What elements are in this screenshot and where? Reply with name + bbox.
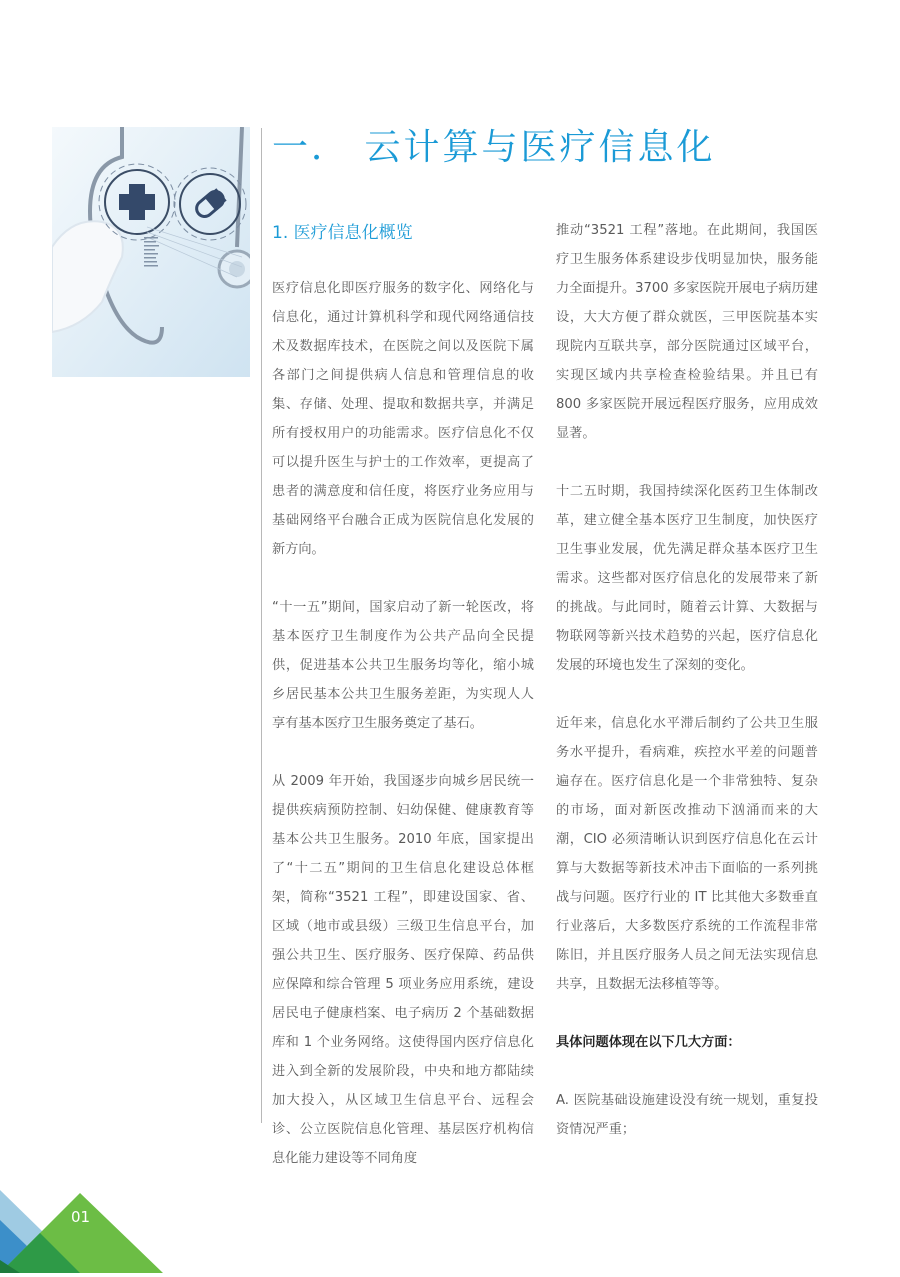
page-number: 01: [71, 1208, 91, 1226]
section-heading: 1. 医疗信息化概览: [272, 223, 413, 243]
paragraph-12th-five-year: 十二五时期，我国持续深化医药卫生体制改革，建立健全基本医疗卫生制度，加快医疗卫生事业发展，优先满足群众基本医疗卫生需求。这些都对医疗信息化的发展带来了新的挑战。与此同时，随着云计算、大数据与物联网等新兴技术趋势的兴起，医疗信息化发展的环境也发生了深刻的变化。: [556, 484, 818, 673]
paragraph-3521-project: 推动“3521 工程”落地。在此期间，我国医疗卫生服务体系建设步伐明显加快，服务能力全面提升。3700 多家医院开展电子病历建设，大大方便了群众就医，三甲医院基本实现院内互联共享，部分医院通过区域平台，实现区域内共享检查检验结果。并且已有 800 多家医院开展远程医疗服务，应用成效显著。: [556, 223, 818, 441]
triangle-decoration-icon: [0, 1180, 200, 1273]
problem-item-a: A. 医院基础设施建设没有统一规划，重复投资情况严重；: [556, 1093, 818, 1137]
right-column: [556, 216, 818, 1144]
vertical-divider: [261, 128, 262, 1123]
doctor-illustration: [52, 127, 250, 377]
left-column: [272, 218, 534, 1173]
footer-decoration: [0, 1180, 200, 1273]
paragraph-since-2009: 从 2009 年开始，我国逐步向城乡居民统一提供疾病预防控制、妇幼保健、健康教育等基本公共卫生服务。2010 年底，国家提出了“十二五”期间的卫生信息化建设总体框架，简称“3521 工程”，即建设国家、省、区域（地市或县级）三级卫生信息平台，加强公共卫生、医疗服务、医疗保障、药品供应保障和综合管理 5 项业务应用系统，建设居民电子健康档案、电子病历 2 个基础数据库和 1 个业务网络。这使得国内医疗信息化进入到全新的发展阶段，中央和地方都陆续加大投入，从区域卫生信息平台、远程会诊、公立医院信息化管理、基层医疗机构信息化能力建设等不同角度: [272, 774, 534, 1166]
hero-medical-image: [52, 127, 250, 377]
paragraph-recent-years: 近年来，信息化水平滞后制约了公共卫生服务水平提升，看病难，疾控水平差的问题普遍存在。医疗信息化是一个非常独特、复杂的市场，面对新医改推动下汹涌而来的大潮，CIO 必须清晰认识到医疗信息化在云计算与大数据等新技术冲击下面临的一系列挑战与问题。医疗行业的 IT 比其他大多数垂直行业落后，大多数医疗系统的工作流程非常陈旧，并且医疗服务人员之间无法实现信息共享，且数据无法移植等等。: [556, 716, 818, 992]
page-title: 一． 云计算与医疗信息化: [272, 127, 716, 168]
paragraph-overview: 医疗信息化即医疗服务的数字化、网络化与信息化，通过计算机科学和现代网络通信技术及数据库技术，在医院之间以及医院下属各部门之间提供病人信息和管理信息的收集、存储、处理、提取和数据共享，并满足所有授权用户的功能需求。医疗信息化不仅可以提升医生与护士的工作效率，更提高了患者的满意度和信任度，将医疗业务应用与基础网络平台融合正成为医院信息化发展的新方向。: [272, 281, 534, 557]
paragraph-11th-five-year: “十一五”期间，国家启动了新一轮医改，将基本医疗卫生制度作为公共产品向全民提供，促进基本公共卫生服务均等化，缩小城乡居民基本公共卫生服务差距，为实现人人享有基本医疗卫生服务奠定了基石。: [272, 600, 534, 731]
problems-heading: 具体问题体现在以下几大方面：: [556, 1035, 741, 1050]
